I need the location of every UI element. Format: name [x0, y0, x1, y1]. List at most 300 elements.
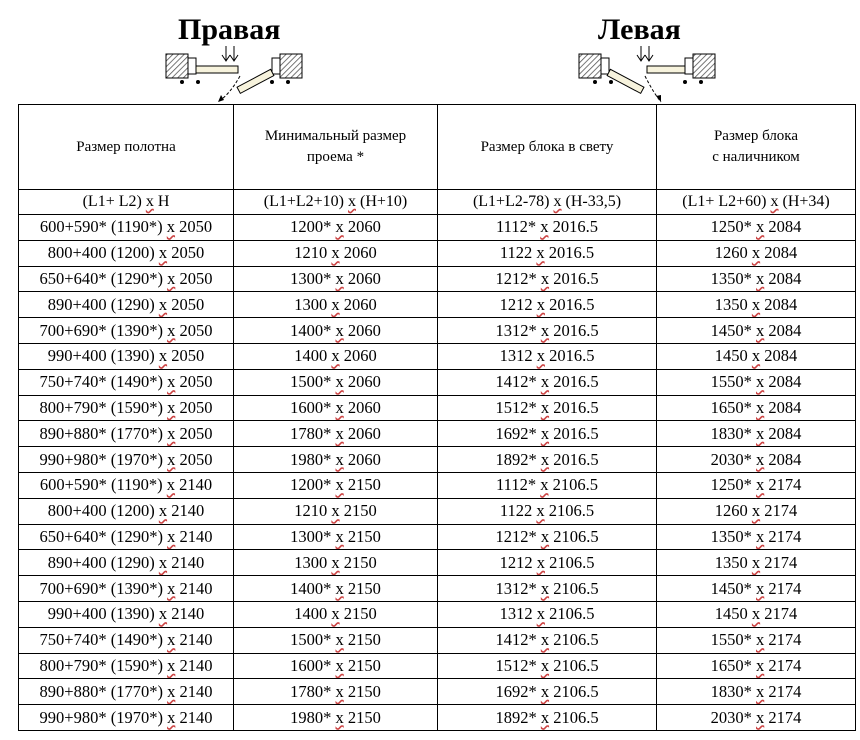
- table-cell: [438, 369, 657, 395]
- cell-text: 2060: [343, 268, 381, 288]
- times-sign: x: [167, 397, 176, 417]
- cell-text: 1300*: [290, 526, 336, 546]
- table-cell: [438, 653, 657, 679]
- cell-text: 1122: [499, 243, 537, 263]
- times-sign: x: [167, 449, 176, 469]
- table-cell: [19, 627, 234, 653]
- cell-text: 2016.5: [544, 346, 595, 366]
- table-row: [19, 576, 856, 602]
- times-sign: x: [540, 372, 550, 392]
- table-cell: [19, 498, 234, 524]
- table-cell: [657, 627, 856, 653]
- table-cell: [19, 679, 234, 705]
- cell-text: 2030*: [710, 707, 756, 727]
- cell-text: 1412*: [495, 372, 541, 392]
- cell-text: 2140: [175, 578, 213, 598]
- times-sign: x: [331, 604, 340, 624]
- cell-text: 1450*: [710, 320, 756, 340]
- cell-text: 2106.5: [549, 707, 599, 727]
- table-cell: [19, 601, 234, 627]
- cell-text: 2150: [343, 578, 381, 598]
- header-block-casing: Размер блока с наличником: [657, 105, 856, 190]
- cell-text: 1600*: [290, 397, 336, 417]
- times-sign: x: [331, 243, 340, 263]
- table-cell: [234, 653, 438, 679]
- times-sign: x: [756, 423, 765, 443]
- cell-text: 1512*: [495, 397, 541, 417]
- cell-text: 2060: [343, 372, 381, 392]
- table-cell: [438, 215, 657, 241]
- cell-text: 2150: [343, 526, 381, 546]
- times-sign: x: [540, 707, 550, 727]
- table-cell: [438, 472, 657, 498]
- cell-text: 2140: [167, 501, 205, 521]
- times-sign: x: [756, 655, 765, 675]
- cell-text: 990+400 (1390): [47, 346, 159, 366]
- times-sign: x: [540, 217, 549, 237]
- formula-cell: [657, 190, 856, 215]
- cell-text: 1350*: [710, 268, 756, 288]
- cell-text: (L1+ L2): [82, 193, 146, 210]
- times-sign: x: [335, 526, 344, 546]
- cell-text: 1550*: [710, 630, 756, 650]
- header-block-clear: Размер блока в свету: [438, 105, 657, 190]
- cell-text: 1830*: [710, 681, 756, 701]
- table-cell: [19, 369, 234, 395]
- table-row: [19, 266, 856, 292]
- times-sign: x: [335, 217, 344, 237]
- cell-text: 1450: [714, 346, 752, 366]
- cell-text: 2106.5: [549, 655, 599, 675]
- cell-text: 2106.5: [544, 604, 595, 624]
- times-sign: x: [158, 604, 168, 624]
- cell-text: 2150: [343, 707, 381, 727]
- times-sign: x: [751, 294, 761, 314]
- times-sign: x: [756, 372, 765, 392]
- cell-text: 2140: [175, 707, 213, 727]
- table-row: [19, 292, 856, 318]
- times-sign: x: [331, 501, 340, 521]
- cell-text: 750+740* (1490*): [39, 372, 168, 392]
- cell-text: 1400: [294, 604, 332, 624]
- cell-text: 1212: [499, 294, 537, 314]
- cell-text: 1512*: [495, 655, 541, 675]
- cell-text: 1400*: [290, 320, 336, 340]
- table-cell: [657, 524, 856, 550]
- cell-text: 2140: [175, 655, 213, 675]
- times-sign: x: [540, 526, 550, 546]
- times-sign: x: [167, 578, 176, 598]
- times-sign: x: [540, 397, 550, 417]
- table-row: [19, 369, 856, 395]
- sizes-table: [18, 104, 856, 731]
- cell-text: 2060: [343, 449, 381, 469]
- table-cell: [19, 524, 234, 550]
- table-cell: [438, 343, 657, 369]
- formula-cell: [19, 190, 234, 215]
- table-row: [19, 705, 856, 731]
- times-sign: x: [536, 243, 545, 263]
- cell-text: 800+790* (1590*): [39, 397, 168, 417]
- cell-text: 800+400 (1200): [47, 501, 159, 521]
- cell-text: 2084: [764, 217, 802, 237]
- cell-text: 1350: [714, 552, 752, 572]
- times-sign: x: [335, 655, 344, 675]
- times-sign: x: [756, 707, 765, 727]
- times-sign: x: [756, 320, 765, 340]
- table-cell: [657, 447, 856, 473]
- times-sign: x: [335, 268, 344, 288]
- cell-text: 2150: [343, 655, 381, 675]
- table-row: [19, 653, 856, 679]
- cell-text: 2140: [175, 681, 213, 701]
- times-sign: x: [335, 630, 344, 650]
- times-sign: x: [751, 346, 761, 366]
- cell-text: 1400: [294, 346, 332, 366]
- times-sign: x: [158, 346, 168, 366]
- times-sign: x: [751, 501, 761, 521]
- times-sign: x: [540, 655, 550, 675]
- table-cell: [657, 498, 856, 524]
- cell-text: 1260: [714, 501, 752, 521]
- cell-text: 1830*: [710, 423, 756, 443]
- times-sign: x: [756, 397, 765, 417]
- times-sign: x: [540, 681, 550, 701]
- times-sign: x: [145, 193, 154, 210]
- table-cell: [657, 705, 856, 731]
- table-cell: [657, 550, 856, 576]
- times-sign: x: [553, 193, 562, 210]
- table-row: [19, 550, 856, 576]
- cell-text: 2050: [175, 397, 213, 417]
- cell-text: 2140: [167, 552, 205, 572]
- cell-text: 1350*: [710, 526, 756, 546]
- cell-text: 1312*: [495, 578, 541, 598]
- cell-text: 2106.5: [549, 630, 599, 650]
- cell-text: 990+400 (1390): [47, 604, 159, 624]
- formula-cell: [234, 190, 438, 215]
- table-cell: [19, 395, 234, 421]
- cell-text: 1210: [294, 243, 332, 263]
- cell-text: 990+980* (1970*): [39, 449, 168, 469]
- times-sign: x: [335, 707, 344, 727]
- cell-text: 600+590* (1190*): [39, 475, 167, 495]
- cell-text: 1210: [294, 501, 332, 521]
- table-cell: [19, 343, 234, 369]
- table-cell: [234, 369, 438, 395]
- cell-text: 1200*: [290, 475, 336, 495]
- cell-text: 2084: [764, 397, 802, 417]
- times-sign: x: [540, 449, 550, 469]
- table-cell: [234, 627, 438, 653]
- cell-text: 2084: [764, 372, 802, 392]
- cell-text: 1250*: [710, 475, 756, 495]
- table-cell: [438, 240, 657, 266]
- cell-text: 1112*: [496, 475, 541, 495]
- cell-text: (L1+L2+10): [263, 193, 348, 210]
- cell-text: 1650*: [710, 655, 756, 675]
- table-cell: [657, 576, 856, 602]
- cell-text: 2174: [764, 526, 802, 546]
- times-sign: x: [158, 294, 168, 314]
- cell-text: 1692*: [495, 681, 541, 701]
- times-sign: x: [536, 294, 545, 314]
- table-row: [19, 343, 856, 369]
- cell-text: 2140: [175, 475, 213, 495]
- cell-text: 990+980* (1970*): [39, 707, 168, 727]
- formula-cell: [438, 190, 657, 215]
- cell-text: 700+690* (1390*): [39, 578, 168, 598]
- times-sign: x: [335, 475, 344, 495]
- cell-text: 2140: [175, 630, 213, 650]
- cell-text: 2174: [764, 630, 802, 650]
- table-cell: [234, 705, 438, 731]
- cell-text: 2016.5: [549, 397, 599, 417]
- cell-text: (H-33,5): [561, 193, 622, 210]
- cell-text: 1350: [714, 294, 752, 314]
- table-row: [19, 498, 856, 524]
- table-cell: [234, 395, 438, 421]
- table-cell: [438, 705, 657, 731]
- times-sign: x: [536, 501, 545, 521]
- times-sign: x: [167, 320, 176, 340]
- times-sign: x: [331, 552, 340, 572]
- cell-text: 1450*: [710, 578, 756, 598]
- cell-text: 890+400 (1290): [47, 552, 159, 572]
- times-sign: x: [756, 578, 765, 598]
- cell-text: 2030*: [710, 449, 756, 469]
- times-sign: x: [335, 449, 344, 469]
- times-sign: x: [756, 526, 765, 546]
- cell-text: 2084: [764, 423, 802, 443]
- cell-text: 2150: [339, 501, 377, 521]
- table-cell: [234, 679, 438, 705]
- table-cell: [657, 653, 856, 679]
- times-sign: x: [167, 707, 176, 727]
- times-sign: x: [536, 604, 545, 624]
- table-cell: [438, 550, 657, 576]
- table-row: [19, 601, 856, 627]
- times-sign: x: [756, 475, 765, 495]
- table-cell: [438, 395, 657, 421]
- cell-text: 2084: [760, 294, 798, 314]
- times-sign: x: [756, 681, 765, 701]
- table-cell: [438, 318, 657, 344]
- times-sign: x: [540, 630, 550, 650]
- cell-text: 2174: [764, 655, 802, 675]
- cell-text: 1780*: [290, 423, 336, 443]
- cell-text: 2060: [343, 320, 381, 340]
- header-min-opening: Минимальный размер проема *: [234, 105, 438, 190]
- table-cell: [19, 576, 234, 602]
- table-cell: [234, 292, 438, 318]
- cell-text: 2016.5: [549, 372, 599, 392]
- cell-text: 1122: [499, 501, 537, 521]
- cell-text: 600+590* (1190*): [39, 217, 167, 237]
- table-cell: [19, 266, 234, 292]
- cell-text: 2140: [175, 526, 213, 546]
- times-sign: x: [167, 655, 176, 675]
- cell-text: 2050: [175, 449, 213, 469]
- cell-text: 650+640* (1290*): [39, 526, 168, 546]
- cell-text: 2174: [764, 475, 802, 495]
- table-cell: [234, 601, 438, 627]
- cell-text: 700+690* (1390*): [39, 320, 168, 340]
- table-row: [19, 318, 856, 344]
- cell-text: 1312*: [495, 320, 541, 340]
- table-cell: [657, 343, 856, 369]
- table-cell: [657, 292, 856, 318]
- table-row: [19, 240, 856, 266]
- title-left: Левая: [598, 13, 681, 46]
- times-sign: x: [751, 243, 761, 263]
- cell-text: 2106.5: [549, 578, 599, 598]
- table-cell: [234, 343, 438, 369]
- table-cell: [657, 601, 856, 627]
- table-cell: [657, 679, 856, 705]
- cell-text: 2084: [760, 243, 798, 263]
- table-cell: [234, 524, 438, 550]
- cell-text: 2174: [764, 707, 802, 727]
- table-cell: [234, 576, 438, 602]
- cell-text: (L1+L2-78): [472, 193, 554, 210]
- table-row: [19, 627, 856, 653]
- table-cell: [438, 266, 657, 292]
- cell-text: (H+10): [356, 193, 408, 210]
- cell-text: 1300: [294, 294, 332, 314]
- table-row: [19, 421, 856, 447]
- cell-text: 1212: [499, 552, 537, 572]
- table-row: [19, 395, 856, 421]
- times-sign: x: [770, 193, 779, 210]
- cell-text: 2174: [764, 578, 802, 598]
- cell-text: 1500*: [290, 372, 336, 392]
- times-sign: x: [756, 630, 765, 650]
- times-sign: x: [536, 552, 545, 572]
- cell-text: 2050: [167, 346, 205, 366]
- cell-text: 2150: [343, 681, 381, 701]
- times-sign: x: [166, 217, 176, 237]
- cell-text: 2174: [764, 681, 802, 701]
- table-cell: [234, 266, 438, 292]
- cell-text: 2150: [343, 475, 381, 495]
- times-sign: x: [540, 268, 550, 288]
- table-cell: [438, 447, 657, 473]
- cell-text: 2084: [764, 268, 802, 288]
- times-sign: x: [756, 449, 765, 469]
- cell-text: 1980*: [290, 707, 336, 727]
- cell-text: 800+790* (1590*): [39, 655, 168, 675]
- cell-text: 2150: [339, 552, 377, 572]
- cell-text: 1980*: [290, 449, 336, 469]
- table-cell: [438, 679, 657, 705]
- times-sign: x: [331, 346, 340, 366]
- table-cell: [657, 395, 856, 421]
- cell-text: 2174: [760, 604, 798, 624]
- cell-text: 1412*: [495, 630, 541, 650]
- cell-text: 2050: [175, 320, 213, 340]
- table-cell: [438, 601, 657, 627]
- cell-text: 2150: [343, 630, 381, 650]
- times-sign: x: [540, 475, 549, 495]
- table-cell: [657, 318, 856, 344]
- table-cell: [19, 550, 234, 576]
- cell-text: 1400*: [290, 578, 336, 598]
- cell-text: 2016.5: [549, 423, 599, 443]
- table-row: [19, 215, 856, 241]
- cell-text: 1312: [499, 604, 537, 624]
- table-cell: [19, 318, 234, 344]
- table-cell: [657, 266, 856, 292]
- table-cell: [19, 447, 234, 473]
- times-sign: x: [167, 372, 176, 392]
- cell-text: 2106.5: [544, 501, 595, 521]
- cell-text: 2084: [760, 346, 798, 366]
- table-cell: [657, 472, 856, 498]
- cell-text: 2106.5: [549, 681, 599, 701]
- cell-text: 1892*: [495, 707, 541, 727]
- table-cell: [234, 421, 438, 447]
- table-row: [19, 472, 856, 498]
- table-cell: [438, 421, 657, 447]
- cell-text: 1300*: [290, 268, 336, 288]
- cell-text: 1650*: [710, 397, 756, 417]
- times-sign: x: [335, 320, 344, 340]
- cell-text: 1450: [714, 604, 752, 624]
- table-cell: [657, 369, 856, 395]
- header-row: [19, 105, 856, 190]
- table-cell: [438, 498, 657, 524]
- cell-text: 1260: [714, 243, 752, 263]
- cell-text: 650+640* (1290*): [39, 268, 168, 288]
- times-sign: x: [167, 423, 176, 443]
- table-row: [19, 447, 856, 473]
- cell-text: 1600*: [290, 655, 336, 675]
- times-sign: x: [335, 372, 344, 392]
- times-sign: x: [756, 268, 765, 288]
- cell-text: 1300: [294, 552, 332, 572]
- table-cell: [234, 240, 438, 266]
- times-sign: x: [167, 681, 176, 701]
- times-sign: x: [335, 681, 344, 701]
- cell-text: 1500*: [290, 630, 336, 650]
- table-cell: [438, 576, 657, 602]
- cell-text: 2140: [167, 604, 205, 624]
- cell-text: 2050: [175, 268, 213, 288]
- cell-text: 1550*: [710, 372, 756, 392]
- cell-text: 2060: [339, 346, 377, 366]
- cell-text: 2016.5: [544, 294, 595, 314]
- cell-text: 2050: [167, 294, 205, 314]
- cell-text: 890+400 (1290): [47, 294, 159, 314]
- title-right: Правая: [178, 13, 281, 46]
- cell-text: 2016.5: [549, 268, 599, 288]
- table-cell: [19, 240, 234, 266]
- table-cell: [19, 653, 234, 679]
- table-cell: [657, 421, 856, 447]
- cell-text: 1212*: [495, 526, 541, 546]
- times-sign: x: [167, 630, 176, 650]
- times-sign: x: [348, 193, 356, 210]
- cell-text: 2060: [343, 217, 381, 237]
- cell-text: 800+400 (1200): [47, 243, 159, 263]
- times-sign: x: [540, 423, 550, 443]
- times-sign: x: [540, 578, 550, 598]
- times-sign: x: [756, 217, 765, 237]
- times-sign: x: [158, 243, 168, 263]
- cell-text: 2106.5: [549, 526, 599, 546]
- table-cell: [234, 472, 438, 498]
